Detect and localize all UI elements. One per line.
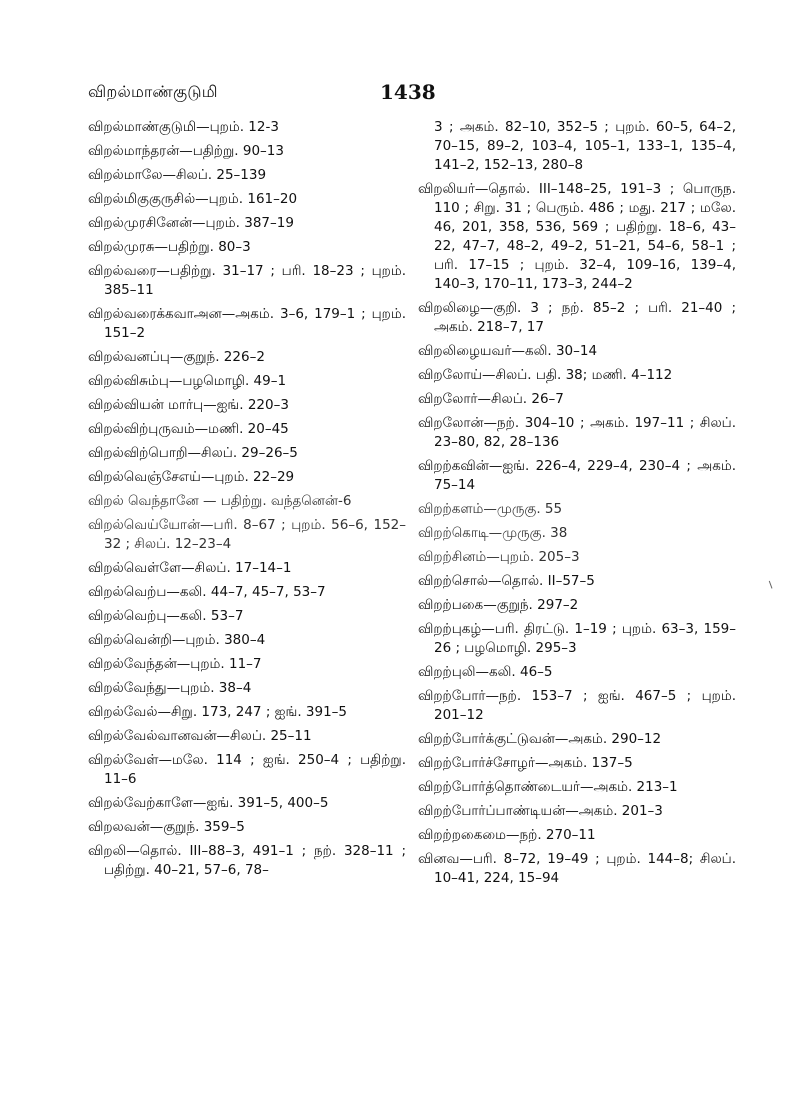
index-entry: விறற்கொடி—முருகு. 38	[418, 525, 568, 541]
index-entry: விறல்வெஞ்சேஎய்—புறம். 22–29	[88, 469, 295, 485]
index-entry: விறல்மாலே—சிலப். 25–139	[88, 167, 267, 183]
page-number: 1438	[380, 80, 436, 104]
index-entry: விறற்போர்த்தொண்டையர்—அகம். 213–1	[418, 779, 678, 795]
index-entry: விறல்மாந்தரன்—பதிற்று. 90–13	[88, 143, 284, 159]
index-entry: விறல்வேந்தன்—புறம். 11–7	[88, 656, 262, 672]
index-entry: விறல்வென்றி—புறம். 380–4	[88, 632, 266, 648]
index-entry: விறலி—தொல். III–88–3, 491–1 ; நற். 328–11 ; பதிற்று. 40–21, 57–6, 78–	[88, 843, 406, 878]
index-entry: விறல்விற்புருவம்—மணி. 20–45	[88, 421, 289, 437]
index-entry: விறலிழை—குறி. 3 ; நற். 85–2 ; பரி. 21–40 ; அகம். 218–7, 17	[418, 300, 736, 335]
index-entry: விறலோன்—நற். 304–10 ; அகம். 197–11 ; சிலப். 23–80, 82, 28–136	[418, 415, 736, 450]
index-entry: விறல்வனப்பு—குறுந். 226–2	[88, 349, 265, 365]
index-entry: விறற்போர்—நற். 153–7 ; ஐங். 467–5 ; புறம். 201–12	[418, 688, 736, 723]
index-entry: விறல்மாண்குடுமி—புறம். 12-3	[88, 119, 279, 135]
index-entry: விறல்வேல்வானவன்—சிலப். 25–11	[88, 728, 312, 744]
index-entry: விறல்வேற்காளே—ஐங். 391–5, 400–5	[88, 795, 329, 811]
index-entry: விறலோய்—சிலப். பதி. 38; மணி. 4–112	[418, 367, 673, 383]
index-entry: வினவ—பரி. 8–72, 19–49 ; புறம். 144–8; சிலப். 10–41, 224, 15–94	[418, 851, 736, 886]
index-entry: விறற்புலி—கலி. 46–5	[418, 664, 553, 680]
index-entry: விறற்புகழ்—பரி. திரட்டு. 1–19 ; புறம். 63–3, 159–26 ; பழமொழி. 295–3	[418, 621, 736, 656]
index-entry: விறல்முரசினேன்—புறம். 387–19	[88, 215, 294, 231]
index-entry: விறற்போர்ப்பாண்டியன்—அகம். 201–3	[418, 803, 663, 819]
index-entry: விறலிழையவர்—கலி. 30–14	[418, 343, 598, 359]
index-entry: விறல்வரை—பதிற்று. 31–17 ; பரி. 18–23 ; புறம். 385–11	[88, 263, 406, 298]
scan-mark	[769, 579, 776, 588]
index-entry: விறல்வெற்ப—கலி. 44–7, 45–7, 53–7	[88, 584, 326, 600]
index-entry: விறற்போர்ச்சோழர்—அகம். 137–5	[418, 755, 633, 771]
index-entry: விறல்வரைக்கவாஅன—அகம். 3–6, 179–1 ; புறம். 151–2	[88, 306, 406, 341]
index-entry: விறல்வேள்—மலே. 114 ; ஐங். 250–4 ; பதிற்று. 11–6	[88, 752, 406, 787]
index-entry: விறற்சினம்—புறம். 205–3	[418, 549, 580, 565]
index-entry: விறற்சொல்—தொல். II–57–5	[418, 573, 595, 589]
index-entry: விறல்மிகுகுருசில்—புறம். 161–20	[88, 191, 298, 207]
index-entry: விறற்பகை—குறுந். 297–2	[418, 597, 579, 613]
index-entry: விறற்போர்க்குட்டுவன்—அகம். 290–12	[418, 731, 662, 747]
index-entry: விறல்விற்பொறி—சிலப். 29–26–5	[88, 445, 298, 461]
index-entry: விறலியர்—தொல். III–148–25, 191–3 ; பொருந. 110 ; சிறு. 31 ; பெரும். 486 ; மது. 217 ; மலே. 46, 201, 358, 536, 569 ; பதிற்று. 18–6, 43–22, 47–7, 48–2, 49–2, 51–21, 54–6, 58–1 ; பரி. 17–15 ; புறம். 32–4, 109–16, 139–4, 140–3, 170–11, 173–3, 244–2	[418, 181, 736, 292]
left-column	[88, 118, 406, 885]
index-entry: விறலோர்—சிலப். 26–7	[418, 391, 564, 407]
index-entry: விறல்வியன் மார்பு—ஐங். 220–3	[88, 397, 289, 413]
index-entry: விறல்வெய்யோன்—பரி. 8–67 ; புறம். 56–6, 152–32 ; சிலப். 12–23–4	[88, 517, 406, 552]
index-entry: விறல்முரசு—பதிற்று. 80–3	[88, 239, 251, 255]
index-entry: விறல்வெற்பு—கலி. 53–7	[88, 608, 244, 624]
index-entry: விறல் வெந்தானே — பதிற்று. வந்தனென்-6	[88, 493, 352, 509]
index-entry: விறற்றகைமை—நற். 270–11	[418, 827, 596, 843]
index-entry: விறல்விசும்பு—பழமொழி. 49–1	[88, 373, 287, 389]
index-entry: விறல்வெள்ளே—சிலப். 17–14–1	[88, 560, 292, 576]
index-entry: விறற்கவின்—ஐங். 226–4, 229–4, 230–4 ; அகம். 75–14	[418, 458, 736, 493]
index-entry: விறற்களம்—முருகு. 55	[418, 501, 563, 517]
running-head: விறல்மாண்குடுமி	[88, 82, 218, 101]
index-entry: விறல்வேல்—சிறு. 173, 247 ; ஐங். 391–5	[88, 704, 348, 720]
index-entry-continuation: 3 ; அகம். 82–10, 352–5 ; புறம். 60–5, 64–2, 70–15, 89–2, 103–4, 105–1, 133–1, 135–4, 141–2, 152–13, 280–8	[434, 119, 736, 173]
index-entry: விறலவன்—குறுந். 359–5	[88, 819, 245, 835]
right-column	[418, 118, 736, 893]
index-entry: விறல்வேந்து—புறம். 38–4	[88, 680, 252, 696]
